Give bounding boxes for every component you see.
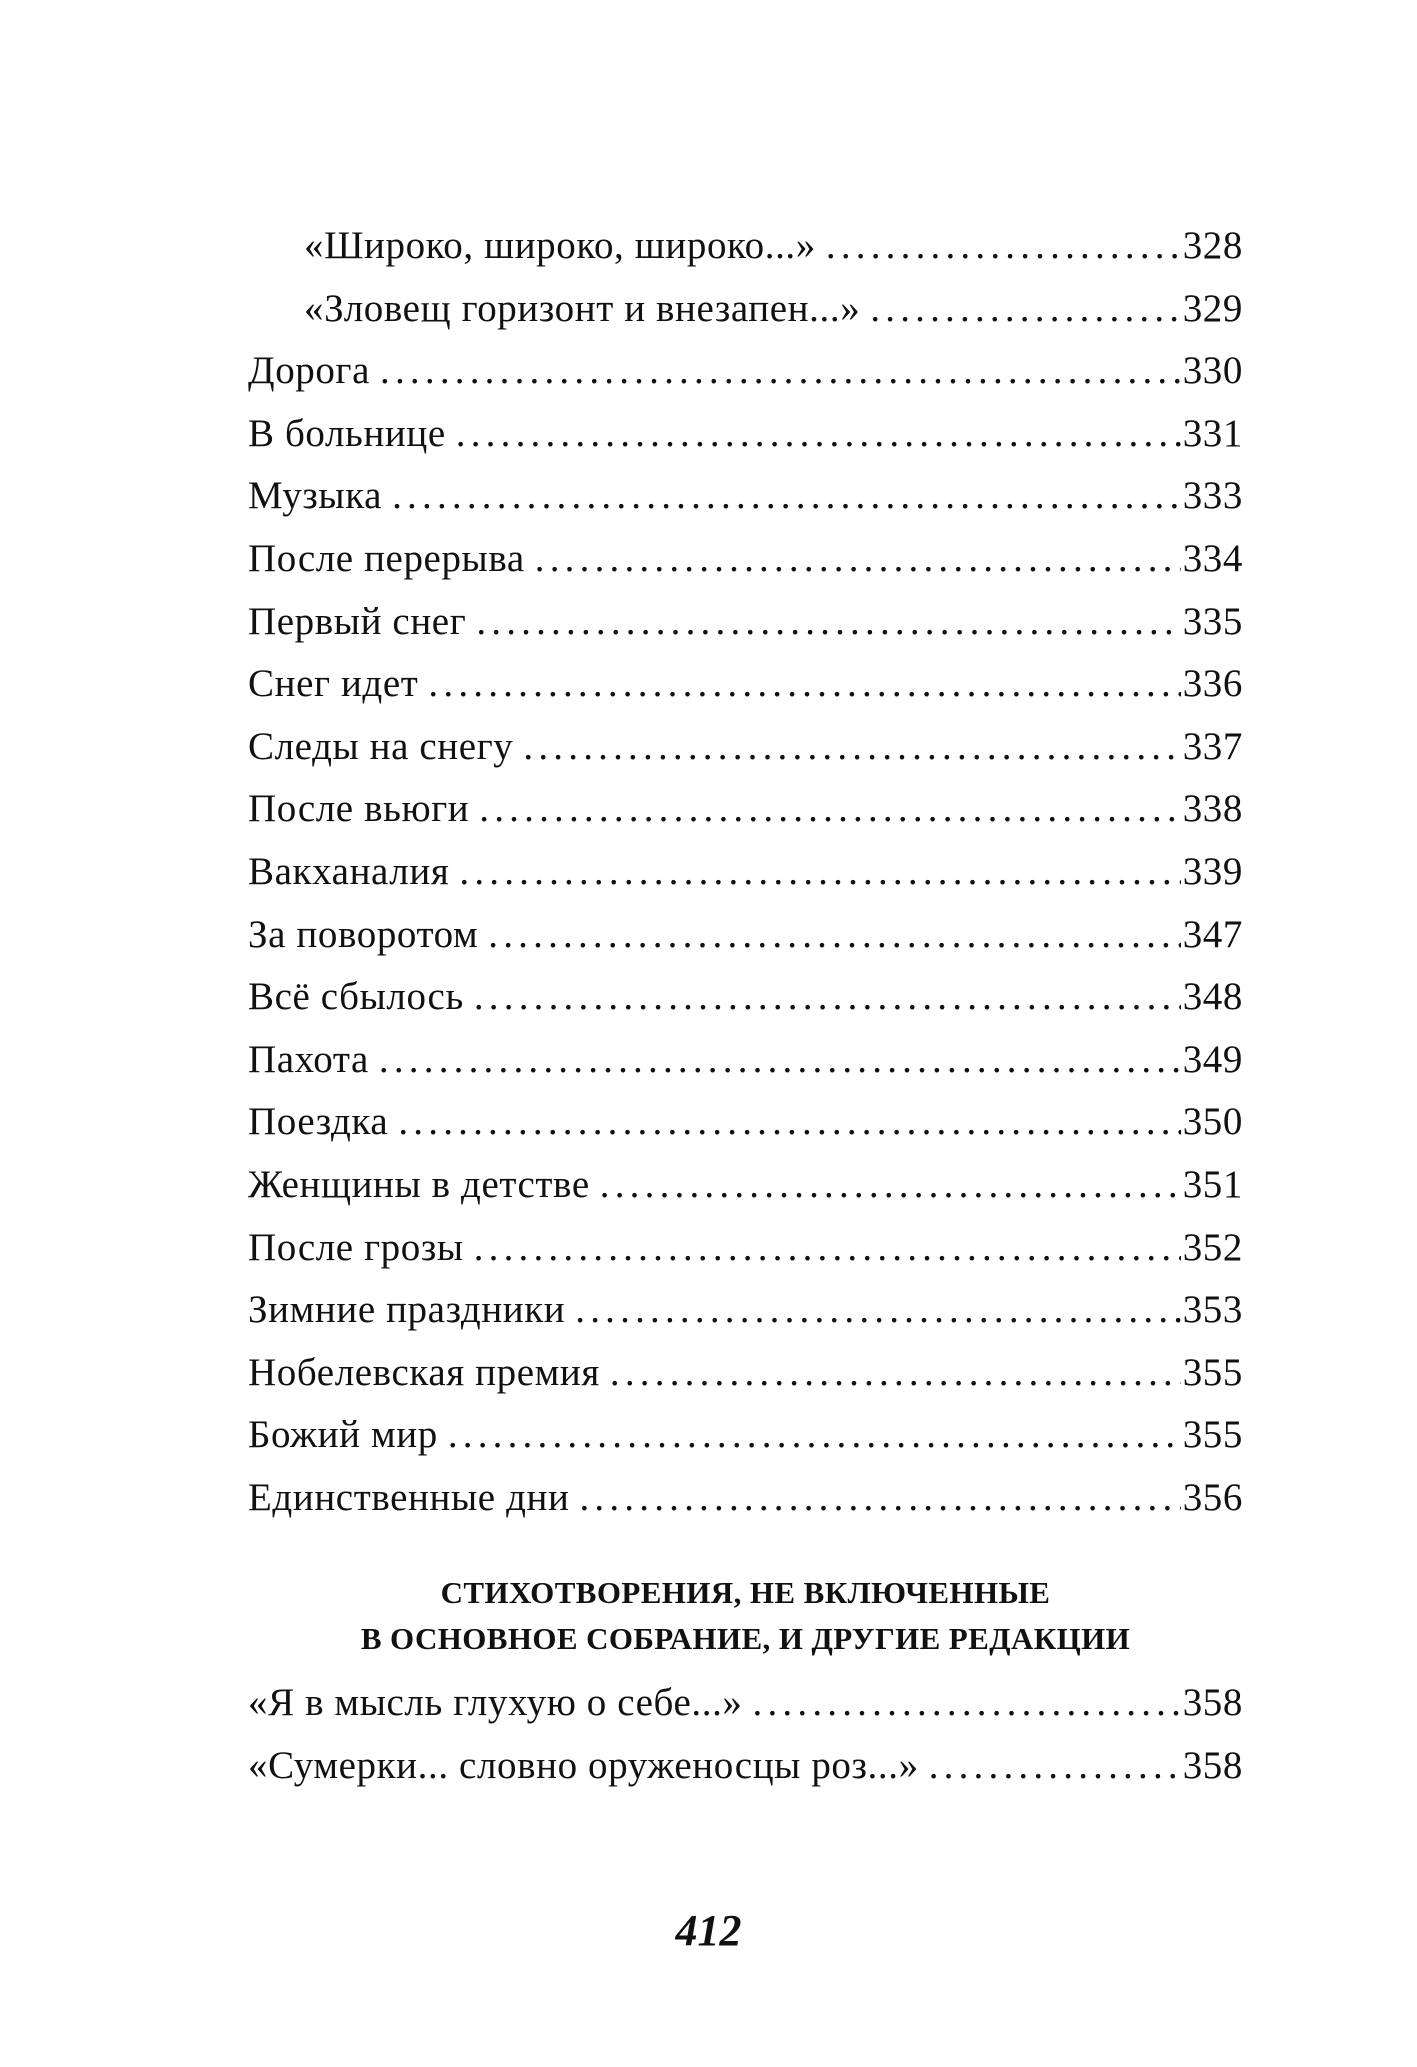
- toc-entry-page: 328: [1182, 224, 1243, 267]
- toc-entry-page: 352: [1182, 1225, 1243, 1269]
- toc-dot-leader: [929, 1735, 1181, 1798]
- toc-dot-leader: [523, 716, 1180, 779]
- toc-entry: [248, 841, 1243, 904]
- toc-dot-leader: [379, 1029, 1181, 1092]
- toc-entry: [248, 1342, 1243, 1405]
- toc-dot-leader: [474, 1217, 1181, 1280]
- toc-entry-title: Следы на снегу: [248, 724, 514, 768]
- toc-entry-title: Дорога: [248, 349, 371, 393]
- toc-entry-page: 337: [1182, 724, 1243, 768]
- toc-entry: [248, 403, 1243, 466]
- toc-dot-leader: [488, 904, 1180, 967]
- toc-entry-title: Зимние праздники: [248, 1288, 566, 1332]
- toc-entry-page: 348: [1182, 975, 1243, 1019]
- toc-entry-title: «Я в мысль глухую о себе...»: [248, 1681, 743, 1724]
- toc-dot-leader: [575, 1279, 1180, 1342]
- toc-entry-page: 339: [1182, 849, 1243, 893]
- toc-entry-page: 358: [1182, 1743, 1243, 1787]
- section-heading-line-1: СТИХОТВОРЕНИЯ, НЕ ВКЛЮЧЕННЫЕ: [440, 1575, 1051, 1610]
- toc-entry-title: Женщины в детстве: [248, 1162, 590, 1206]
- toc-entry-title: Музыка: [248, 474, 383, 518]
- toc-dot-leader: [870, 278, 1180, 341]
- toc-entry-page: 334: [1182, 536, 1243, 580]
- toc-entry: [248, 465, 1243, 528]
- toc-entry-page: 351: [1182, 1162, 1243, 1206]
- toc-dot-leader: [456, 403, 1181, 466]
- toc-entry-page: 335: [1182, 599, 1243, 643]
- toc-entry-title: Пахота: [248, 1037, 369, 1081]
- toc-entry-page: 358: [1182, 1681, 1243, 1724]
- toc-entry: [248, 1404, 1243, 1467]
- toc-entry-page: 329: [1182, 286, 1243, 330]
- toc-entry: [248, 1467, 1243, 1530]
- toc-entry: [248, 278, 1243, 341]
- toc-dot-leader: [600, 1154, 1181, 1217]
- toc-dot-leader: [753, 1672, 1181, 1735]
- toc-entry: [248, 215, 1243, 278]
- toc-entry-title: После перерыва: [248, 536, 525, 580]
- toc-dot-leader: [474, 966, 1181, 1029]
- toc-entry-title: «Зловещ горизонт и внезапен...»: [304, 286, 861, 330]
- toc-dot-leader: [398, 1091, 1180, 1154]
- toc-entry: [248, 1279, 1243, 1342]
- toc-entry-page: 350: [1182, 1100, 1243, 1144]
- toc-dot-leader: [459, 841, 1180, 904]
- toc-dot-leader: [392, 465, 1181, 528]
- toc-entry-page: 331: [1182, 411, 1243, 455]
- toc-entry-title: Поездка: [248, 1100, 389, 1144]
- toc-entry-page: 355: [1182, 1350, 1243, 1394]
- toc-entry: [248, 653, 1243, 716]
- toc-entry-title: Всё сбылось: [248, 975, 464, 1019]
- toc-dot-leader: [479, 778, 1180, 841]
- toc-entry: [248, 340, 1243, 403]
- toc-entry-page: 336: [1182, 662, 1243, 706]
- toc-entry: [248, 1029, 1243, 1092]
- toc-entry-page: 353: [1182, 1288, 1243, 1332]
- toc-dot-leader: [448, 1404, 1181, 1467]
- toc-dot-leader: [380, 340, 1181, 403]
- toc-entry-title: Первый снег: [248, 599, 467, 643]
- toc-entry: [248, 528, 1243, 591]
- toc-dot-leader: [610, 1342, 1181, 1405]
- toc-dot-leader: [579, 1467, 1180, 1530]
- toc-entry-title: Нобелевская премия: [248, 1350, 600, 1394]
- toc-entry: [248, 716, 1243, 779]
- toc-entry-title: «Сумерки... словно оруженосцы роз...»: [248, 1743, 919, 1787]
- toc-entry: [248, 1217, 1243, 1280]
- table-of-contents: [248, 215, 1243, 1529]
- toc-entry: [248, 1154, 1243, 1217]
- toc-dot-leader: [535, 528, 1181, 591]
- toc-entry-title: Единственные дни: [248, 1475, 570, 1519]
- toc-entry-title: Снег идет: [248, 662, 419, 706]
- section-heading: [248, 1570, 1243, 1662]
- toc-entry: [248, 1672, 1243, 1735]
- toc-entry-page: 338: [1182, 787, 1243, 831]
- toc-dot-leader: [476, 591, 1180, 654]
- section-heading-line-2: В ОСНОВНОЕ СОБРАНИЕ, И ДРУГИЕ РЕДАКЦИИ: [360, 1621, 1131, 1656]
- toc-entry-page: 333: [1182, 474, 1243, 518]
- toc-entry-title: Божий мир: [248, 1413, 438, 1457]
- toc-entry: [248, 1735, 1243, 1798]
- toc-entry-page: 330: [1182, 349, 1243, 393]
- toc-entry-title: За поворотом: [248, 912, 479, 956]
- toc-entry-title: После грозы: [248, 1225, 464, 1269]
- toc-entry-page: 347: [1182, 912, 1243, 956]
- toc-entry-title: Вакханалия: [248, 849, 450, 893]
- toc-dot-leader: [826, 215, 1181, 278]
- toc-entry: [248, 778, 1243, 841]
- toc-entry-title: После вьюги: [248, 787, 470, 831]
- toc-entry: [248, 1091, 1243, 1154]
- table-of-contents-section: [248, 1672, 1243, 1797]
- toc-dot-leader: [428, 653, 1180, 716]
- toc-entry-title: «Широко, широко, широко...»: [304, 224, 816, 267]
- toc-entry: [248, 904, 1243, 967]
- toc-entry: [248, 966, 1243, 1029]
- toc-entry-page: 355: [1182, 1413, 1243, 1457]
- toc-entry-title: В больнице: [248, 411, 446, 455]
- toc-entry: [248, 591, 1243, 654]
- page-number: 412: [675, 1906, 742, 1955]
- toc-entry-page: 356: [1182, 1475, 1243, 1519]
- toc-entry-page: 349: [1182, 1037, 1243, 1081]
